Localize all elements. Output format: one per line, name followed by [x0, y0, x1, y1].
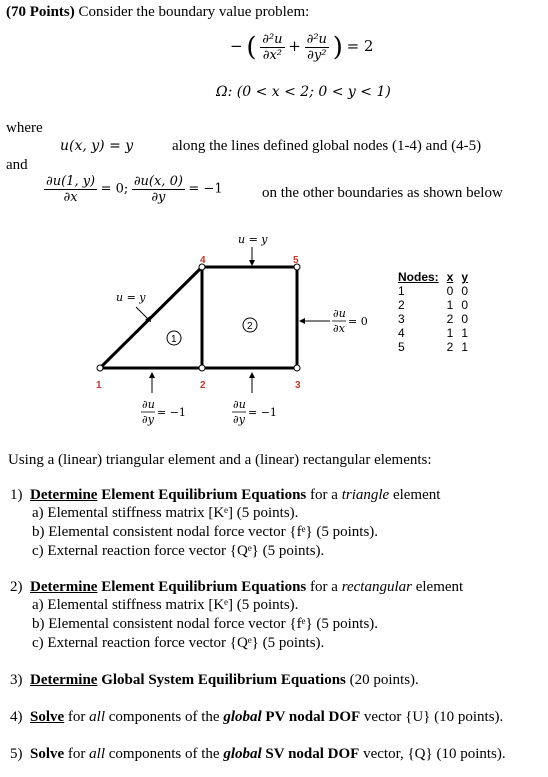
element-1-label: 1 [171, 334, 177, 345]
question-2: 2) Determine Element Equilibrium Equations for a rectangular element [10, 579, 464, 595]
node-5-label: 5 [293, 255, 299, 266]
bc2-description: on the other boundaries as shown below [262, 185, 503, 201]
q1-part-c: c) External reaction force vector {Qᵉ} (5 points). [32, 543, 325, 559]
right-bc-num: ∂u [333, 307, 346, 320]
node-2-marker [199, 365, 205, 371]
bc2-frac1: $\frac{\partial u(1, y)}{\partial x}$ [46, 174, 96, 205]
bc1-description: along the lines defined global nodes (1-4) and (4-5) [172, 138, 482, 154]
table-row: 1 0 0 [398, 284, 469, 298]
q1-part-b: b) Elemental consistent nodal force vector {fᵉ} (5 points). [32, 524, 379, 540]
col-x-header: x [446, 270, 454, 284]
q2-part-b: b) Elemental consistent nodal force vector {fᵉ} (5 points). [32, 616, 379, 632]
node-4-label: 4 [200, 255, 206, 266]
table-row: 3 2 0 [398, 312, 469, 326]
top-bc-arrowhead [249, 260, 255, 266]
mesh-outline [100, 267, 297, 368]
pde-rhs: = 2 [346, 36, 374, 55]
node-3-label: 3 [295, 380, 301, 391]
right-bc-den: ∂x [333, 322, 345, 335]
node-1-marker [97, 365, 103, 371]
bottom-bc-1-num: ∂u [142, 398, 155, 411]
hypotenuse-edge [100, 267, 202, 368]
where-label: where [6, 120, 43, 136]
bottom-bc-2-rhs: = −1 [248, 406, 277, 419]
table-row: 5 2 1 [398, 340, 469, 354]
question-5: 5) Solve for all components of the global SV nodal DOF vector, {Q} (10 points). [10, 746, 506, 762]
right-bc-rhs: = 0 [348, 315, 368, 328]
bottom-bc-2-arrowhead [249, 372, 255, 378]
node-1-label: 1 [96, 380, 102, 391]
question-1: 1) Determine Element Equilibrium Equations for a triangle element [10, 487, 441, 503]
nodes-title: Nodes: [398, 270, 439, 284]
and-label: and [6, 157, 28, 173]
node-markers [97, 264, 300, 371]
q1-part-a: a) Elemental stiffness matrix [Kᵉ] (5 points). [32, 505, 299, 521]
node-2-label: 2 [200, 380, 206, 391]
nodes-table [392, 270, 472, 354]
header-text: Consider the boundary value problem: [78, 4, 310, 20]
d2u-dy2: $\frac{\text{∂²u}}{\text{∂y²}}$ [306, 32, 327, 63]
table-row: 4 1 1 [398, 326, 469, 340]
q2-part-c: c) External reaction force vector {Qᵉ} (5 points). [32, 635, 325, 651]
bc2-equation: $\frac{\partial u(1, y)}{\partial x}$ = 0; $\frac{\partial u(x, 0)}{\partial y}$ = −1 [46, 174, 223, 205]
left-paren: ( [246, 32, 257, 63]
question-3: 3) Determine Global System Equilibrium Equations (20 points). [10, 672, 419, 688]
plus-sign: + [288, 36, 301, 55]
bottom-bc-1-rhs: = −1 [157, 406, 186, 419]
bc2-frac2: $\frac{\partial u(x, 0)}{\partial y}$ [133, 174, 183, 205]
question-4: 4) Solve for all components of the global PV nodal DOF vector {U} (10 points). [10, 709, 504, 725]
right-paren: ) [332, 32, 343, 63]
bottom-bc-1-den: ∂y [142, 413, 154, 426]
left-bc-arrow [136, 307, 149, 320]
node-3-marker [294, 365, 300, 371]
element-2-label: 2 [247, 321, 253, 332]
left-bc-label: u = y [116, 291, 146, 304]
bottom-bc-2-num: ∂u [233, 398, 246, 411]
problem-header [6, 4, 309, 21]
domain-definition: Ω: (0 < x < 2; 0 < y < 1) [216, 84, 391, 100]
top-bc-label: u = y [238, 233, 268, 246]
table-row: 2 1 0 [398, 298, 469, 312]
q2-part-a: a) Elemental stiffness matrix [Kᵉ] (5 points). [32, 597, 299, 613]
pde-equation [230, 32, 373, 63]
right-bc-arrowhead [299, 318, 305, 324]
minus-sign: − [230, 36, 243, 55]
intro-text: Using a (linear) triangular element and a (linear) rectangular elements: [8, 452, 432, 468]
nodes-table-wrapper [392, 270, 472, 354]
bottom-bc-1-arrowhead [149, 372, 155, 378]
col-y-header: y [461, 270, 469, 284]
bottom-bc-2-den: ∂y [233, 413, 245, 426]
d2u-dx2: $\frac{\text{∂²u}}{\text{∂x²}}$ [262, 32, 283, 63]
bc1-equation: u(x, y) = y [60, 138, 134, 154]
points-label: (70 Points) [6, 4, 75, 20]
